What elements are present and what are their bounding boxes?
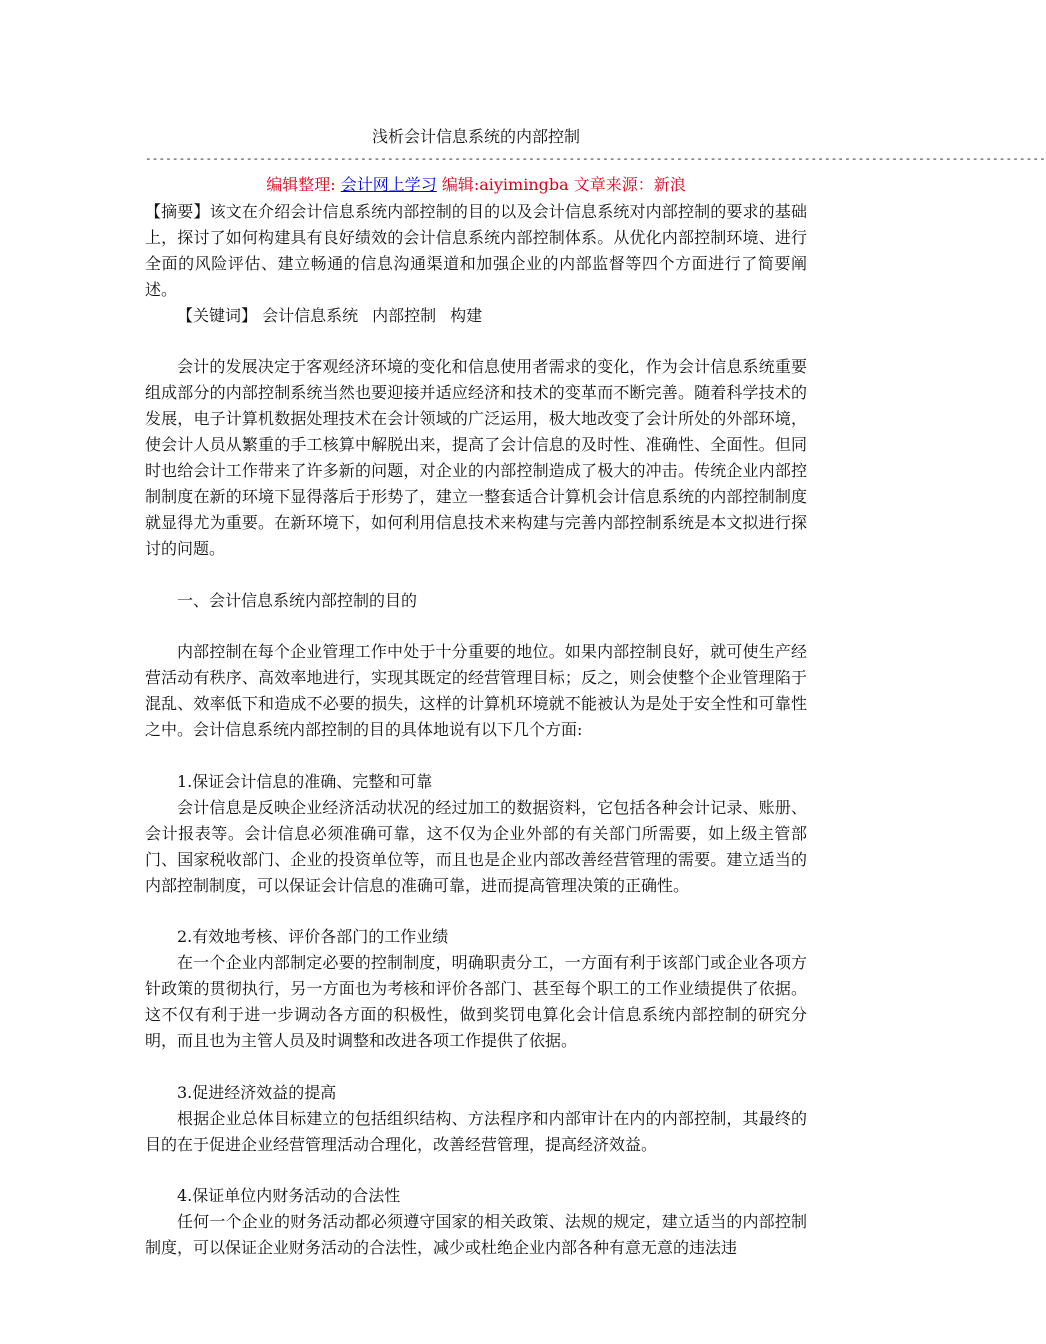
item-paragraph: 任何一个企业的财务活动都必须遵守国家的相关政策、法规的规定，建立适当的内部控制制度，可以保证企业财务活动的合法性，减少或杜绝企业内部各种有意无意的违法违 — [145, 1212, 807, 1258]
item-paragraph: 在一个企业内部制定必要的控制制度，明确职责分工，一方面有利于该部门或企业各项方针政策的贯彻执行，另一方面也为考核和评价各部门、甚至每个职工的工作业绩提供了依据。这不仅有利于进一步调动各方面的积极性，做到奖罚电算化会计信息系统内部控制的研究分明，而且也为主管人员及时调整和改进各项工作提供了依据。 — [145, 953, 807, 1050]
keywords-label: 【关键词】 — [177, 305, 258, 325]
article-body — [145, 199, 807, 1261]
item-paragraph: 会计信息是反映企业经济活动状况的经过加工的数据资料，它包括各种会计记录、账册、会计报表等。会计信息必须准确可靠，这不仅为企业外部的有关部门所需要，如上级主管部门、国家税收部门、企业的投资单位等，而且也是企业内部改善经营管理的需要。建立适当的内部控制制度，可以保证会计信息的准确可靠，进而提高管理决策的正确性。 — [145, 797, 807, 895]
credit-editor-label: 编辑整理: — [266, 175, 341, 194]
item-heading: 4.保证单位内财务活动的合法性 — [177, 1186, 401, 1206]
page-title: 浅析会计信息系统的内部控制 — [371, 127, 580, 146]
section-paragraph: 内部控制在每个企业管理工作中处于十分重要的地位。如果内部控制良好，就可使生产经营活动有秩序、高效率地进行，实现其既定的经营管理目标；反之，则会使整个企业管理陷于混乱、效率低下和造成不必要的损失，这样的计算机环境就不能被认为是处于安全性和可靠性之中。会计信息系统内部控制的目的具体地说有以下几个方面: — [145, 642, 807, 740]
intro-paragraph: 会计的发展决定于客观经济环境的变化和信息使用者需求的变化，作为会计信息系统重要组成部分的内部控制系统当然也要迎接并适应经济和技术的变革而不断完善。随着科学技术的发展，电子计算机数据处理技术在会计领域的广泛运用，极大地改变了会计所处的外部环境，使会计人员从繁重的手工核算中解脱出来，提高了会计信息的及时性、准确性、全面性。但同时也给会计工作带来了许多新的问题，对企业的内部控制造成了极大的冲击。传统企业内部控制制度在新的环境下显得落后于形势了，建立一整套适合计算机会计信息系统的内部控制制度就显得尤为重要。在新环境下，如何利用信息技术来构建与完善内部控制系统是本文拟进行探讨的问题。 — [145, 357, 807, 558]
keyword: 会计信息系统 — [262, 305, 359, 325]
item-paragraph: 根据企业总体目标建立的包括组织结构、方法程序和内部审计在内的内部控制，其最终的目的在于促进企业经营管理活动合理化，改善经营管理，提高经济效益。 — [145, 1108, 807, 1154]
keyword: 内部控制 — [372, 305, 437, 325]
item-heading: 1.保证会计信息的准确、完整和可靠 — [177, 771, 433, 791]
abstract: 【摘要】该文在介绍会计信息系统内部控制的目的以及会计信息系统对内部控制的要求的基础上，探讨了如何构建具有良好绩效的会计信息系统内部控制体系。从优化内部控制环境、进行全面的风险评估、建立畅通的信息沟通渠道和加强企业的内部监督等四个方面进行了简要阐述。 — [145, 202, 807, 299]
section-heading: 一、会计信息系统内部控制的目的 — [177, 590, 418, 610]
dashed-divider: -------------------------------------------------------------------------------------------------------------------------------------- — [145, 152, 1046, 165]
item-heading: 3.促进经济效益的提高 — [177, 1082, 337, 1102]
keyword: 构建 — [450, 305, 483, 325]
credit-editor-source: 编辑:aiyimingba 文章来源：新浪 — [436, 175, 686, 194]
site-link[interactable]: 会计网上学习 — [340, 175, 437, 194]
keywords — [145, 303, 807, 329]
item-heading: 2.有效地考核、评价各部门的工作业绩 — [177, 927, 449, 947]
credit-line — [145, 174, 807, 196]
